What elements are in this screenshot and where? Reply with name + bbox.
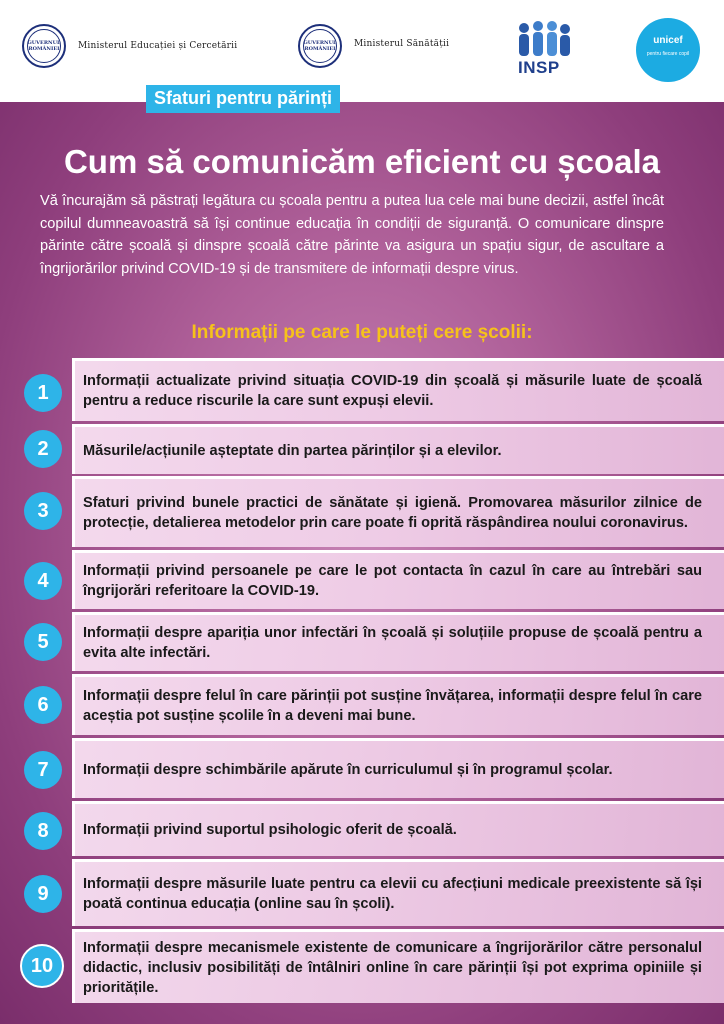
list-item (72, 738, 724, 798)
list-item-text: Sfaturi privind bunele practici de sănătate și igienă. Promovarea măsurilor zilnice de protecție, detalierea metodelor prin care poate fi oprită răspândirea noului coronavirus. (83, 495, 702, 531)
item-number-1: 1 (24, 374, 62, 412)
item-number-5: 5 (24, 623, 62, 661)
item-number-10: 10 (20, 944, 64, 988)
intro-paragraph: Vă încurajăm să păstrați legătura cu școala pentru a putea lua cele mai bune decizii, astfel încât copilul dumneavoastră să își continue educația în condiții de siguranță. O comunicare dinspre părinte către școală și dinspre școală către părinte va asigura un spațiu sigur, de ascultare a îngrijorărilor privind COVID-19 și de transmitere de informații despre virus. (40, 193, 664, 277)
list-item (72, 476, 724, 547)
unicef-logo (636, 18, 700, 82)
ministry-health-label: Ministerul Sănătății (354, 39, 450, 49)
list-item-text: Informații actualizate privind situația COVID-19 din școală și măsurile luate de școală pentru a reduce riscurile la care sunt expuși elevii. (83, 373, 702, 409)
item-number-4: 4 (24, 562, 62, 600)
list-item (72, 859, 724, 926)
item-number-6: 6 (24, 686, 62, 724)
header (0, 0, 724, 102)
list-item (72, 929, 724, 1003)
government-crest-logo-health (298, 24, 342, 68)
list-item-text: Informații privind suportul psihologic oferit de școală. (83, 822, 457, 838)
list-item (72, 612, 724, 671)
list-item (72, 550, 724, 609)
list-item-text: Informații despre schimbările apărute în curriculumul și în programul școlar. (83, 761, 613, 778)
list-item-text: Informații despre felul în care părinții pot susține învățarea, informații despre felul în care aceștia pot susține școlile în a deveni mai bune. (83, 688, 702, 724)
list-item (72, 358, 724, 421)
ministry-education-label: Ministerul Educației și Cercetării (78, 41, 238, 51)
list-item-text: Informații despre mecanismele existente de comunicare a îngrijorărilor către personalul didactic, inclusiv posibilități de întâlniri online în care părinții își pot exprima opiniile și prioritățile. (83, 939, 702, 996)
item-number-9: 9 (24, 875, 62, 913)
item-number-8: 8 (24, 812, 62, 850)
list-item (72, 674, 724, 735)
list-item (72, 424, 724, 474)
insp-label: INSP (518, 58, 560, 77)
advice-tag: Sfaturi pentru părinți (146, 85, 340, 113)
list-item-text: Informații privind persoanele pe care le pot contacta în cazul în care au întrebări sau îngrijorări referitoare la COVID-19. (83, 563, 702, 599)
crest-text: GUVERNUL ROMÂNIEI (27, 40, 61, 52)
list-subtitle: Informații pe care le puteți cere școlii: (191, 322, 533, 343)
government-crest-logo-education (22, 24, 66, 68)
list-item-text: Informații despre măsurile luate pentru ca elevii cu afecțiuni medicale preexistente să își poată continua educația (online sau în școli). (83, 876, 702, 912)
item-number-7: 7 (24, 751, 62, 789)
page-title: Cum să comunicăm eficient cu școala (63, 143, 661, 180)
unicef-label: unicef (653, 35, 683, 46)
crest-text: GUVERNUL ROMÂNIEI (303, 40, 337, 52)
list-item (72, 801, 724, 856)
item-number-3: 3 (24, 492, 62, 530)
list-item-text: Măsurile/acțiunile așteptate din partea părinților și a elevilor. (83, 442, 502, 459)
list-item-text: Informații despre apariția unor infectări în școală și soluțiile propuse de școală pentru a evita alte infectări. (83, 625, 702, 661)
item-number-2: 2 (24, 430, 62, 468)
unicef-subtitle: pentru fiecare copil (646, 51, 690, 57)
